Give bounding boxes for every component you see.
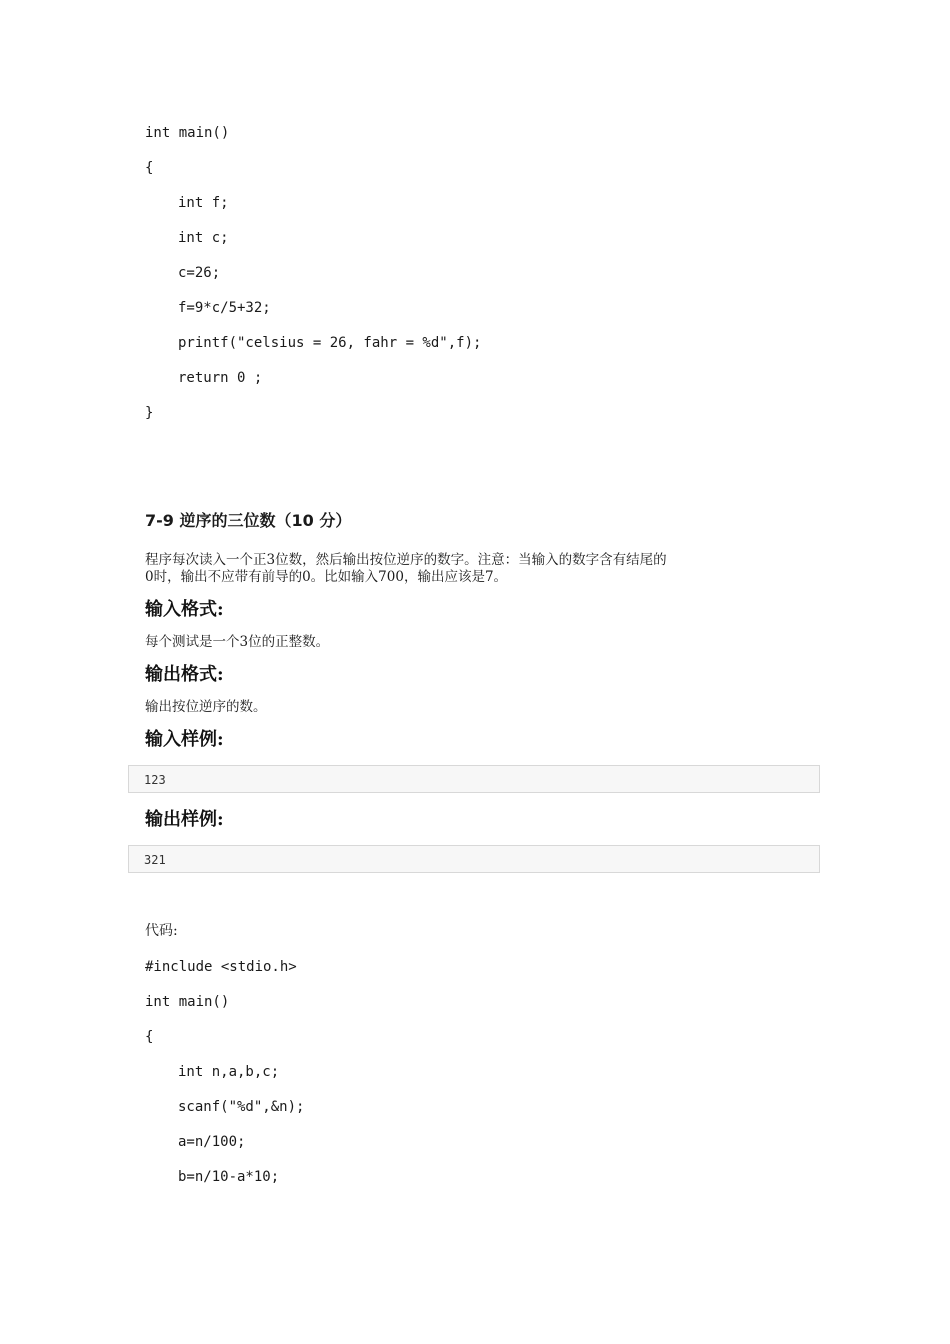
code-line: return 0 ; (178, 370, 263, 386)
output-format-text: 输出按位逆序的数。 (145, 699, 267, 715)
problem-description-line: 0时，输出不应带有前导的0。比如输入700，输出应该是7。 (145, 569, 508, 585)
code-line: #include <stdio.h> (145, 959, 297, 975)
code-line: b=n/10-a*10; (178, 1169, 280, 1185)
code-line: int main() (145, 994, 230, 1010)
output-format-heading: 输出格式: (145, 664, 224, 685)
input-format-text: 每个测试是一个3位的正整数。 (145, 634, 330, 650)
code-line: int c; (178, 230, 229, 246)
output-sample-value: 321 (144, 853, 166, 867)
output-sample-heading: 输出样例: (145, 809, 224, 830)
code-line: int main() (145, 125, 230, 141)
output-sample-box (128, 845, 820, 873)
code-line: c=26; (178, 265, 221, 281)
code-line: int n,a,b,c; (178, 1064, 280, 1080)
input-format-heading: 输入格式: (145, 599, 224, 620)
input-sample-box (128, 765, 820, 793)
code-line: } (145, 405, 154, 421)
input-sample-value: 123 (144, 773, 166, 787)
code-line: a=n/100; (178, 1134, 246, 1150)
code-line: { (145, 160, 154, 176)
input-sample-heading: 输入样例: (145, 729, 224, 750)
problem-description-line: 程序每次读入一个正3位数，然后输出按位逆序的数字。注意：当输入的数字含有结尾的 (145, 552, 667, 568)
code-line: f=9*c/5+32; (178, 300, 271, 316)
code-line: int f; (178, 195, 229, 211)
code-line: scanf("%d",&n); (178, 1099, 305, 1115)
code-line: { (145, 1029, 154, 1045)
code-label: 代码: (145, 923, 178, 939)
problem-title: 7-9 逆序的三位数（10 分） (145, 511, 352, 530)
code-line: printf("celsius = 26, fahr = %d",f); (178, 335, 482, 351)
